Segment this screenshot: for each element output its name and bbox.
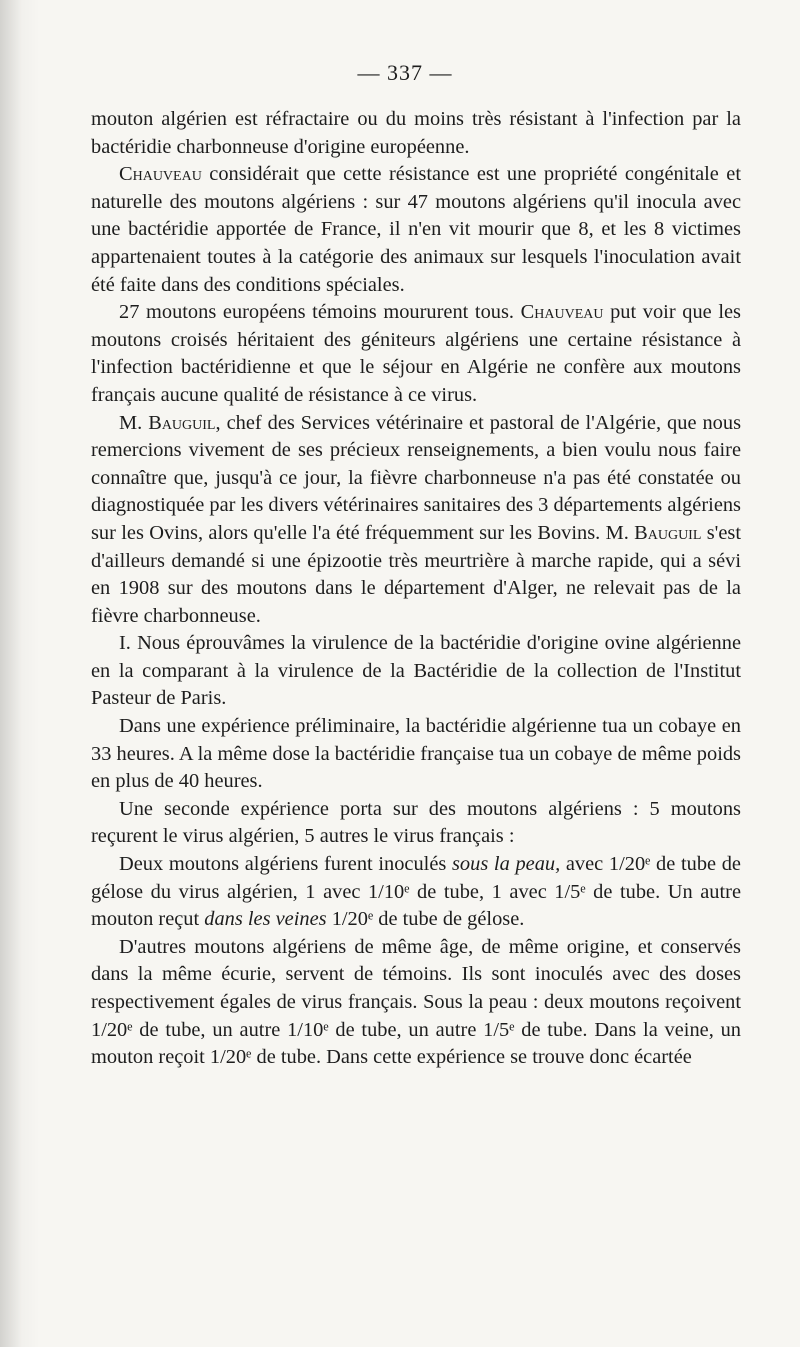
- text-run: I. Nous éprouvâmes la virulence de la bactéridie d'origine ovine algérienne en la comparant à la virulence de la Bactéridie de la collection de l'Institut Pasteur de Paris.: [91, 632, 741, 710]
- paragraph: [91, 713, 741, 796]
- text-run: s'est d'ailleurs demandé si une épizootie très meurtrière à marche rapide, qui a sévi en 1908 sur des moutons dans le département d'Alger, ne relevait pas de la fièvre charbonneuse.: [91, 521, 742, 627]
- author-name: Chauveau: [119, 163, 202, 186]
- text-run: , chef des Services vétérinaire et pastoral de l'Algérie, que nous remercions vivement de ses précieux renseignements, a bien voulu nous faire connaître que, jusqu'à ce jour, la fièvre charbonneuse n'a pas été constatée ou diagnostiquée par les divers vétérinaires sanitaires des 3 départements algériens sur les Ovins, alors qu'elle l'a été fréquemment sur les Bovins. M.: [91, 411, 741, 544]
- paragraph: [91, 299, 741, 409]
- text-run: Dans une expérience préliminaire, la bactéridie algérienne tua un cobaye en 33 heures. A la même dose la bactéridie française tua un cobaye de même poids en plus de 40 heures.: [91, 715, 741, 793]
- body-text: [91, 106, 741, 1072]
- text-run: Une seconde expérience porta sur des moutons algériens : 5 moutons reçurent le virus algérien, 5 autres le virus français :: [91, 797, 741, 848]
- author-name: Chauveau: [520, 301, 604, 324]
- paragraph: [91, 161, 741, 299]
- text-run: 27 moutons européens témoins moururent tous.: [119, 301, 521, 324]
- italic-phrase: sous la peau,: [452, 853, 561, 876]
- author-name: Bauguil: [148, 411, 216, 434]
- text-run: 1/20ᵉ de tube de gélose.: [326, 908, 525, 931]
- binding-shadow: [0, 0, 22, 1347]
- text-run: mouton algérien est réfractaire ou du moins très résistant à l'infection par la bactéridie charbonneuse d'origine européenne.: [91, 108, 741, 158]
- paragraph: [91, 106, 741, 161]
- paragraph: [91, 796, 741, 851]
- text-run: M.: [119, 411, 149, 434]
- paragraph: [91, 851, 741, 934]
- paragraph: [91, 630, 741, 713]
- text-run: put voir que les moutons croisés héritaient des géniteurs algériens une certaine résistance à l'infection bactéridienne et que le séjour en Algérie ne confère aux moutons français aucune qualité de résistance à ce virus.: [91, 301, 741, 406]
- text-run: avec 1/20ᵉ de tube de gélose du virus algérien, 1 avec 1/10ᵉ de tube, 1 avec 1/5ᵉ de tube. Un autre mouton reçut: [91, 853, 741, 931]
- text-run: D'autres moutons algériens de même âge, de même origine, et conservés dans la même écurie, servent de témoins. Ils sont inoculés avec des doses respectivement égales de virus français. Sous la peau : deux moutons reçoivent 1/20ᵉ de tube, un autre 1/10ᵉ de tube, un autre 1/5ᵉ de tube. Dans la veine, un mouton reçoit 1/20ᵉ de tube. Dans cette expérience se trouve donc écartée: [91, 935, 741, 1069]
- page-number: — 337 —: [357, 60, 453, 85]
- italic-phrase: dans les veines: [204, 908, 327, 931]
- text-run: Deux moutons algériens furent inoculés: [119, 853, 452, 876]
- paragraph: [91, 410, 741, 631]
- text-run: considérait que cette résistance est une propriété congénitale et naturelle des moutons algériens : sur 47 moutons algériens qu'il inocula avec une bactéridie apportée de France, il n'en vit mourir que 8, et les 8 victimes appartenaient toutes à la catégorie des animaux sur lesquels l'inoculation avait été faite dans des conditions spéciales.: [91, 163, 741, 296]
- author-name: Bauguil: [634, 521, 702, 544]
- paragraph: [91, 934, 741, 1072]
